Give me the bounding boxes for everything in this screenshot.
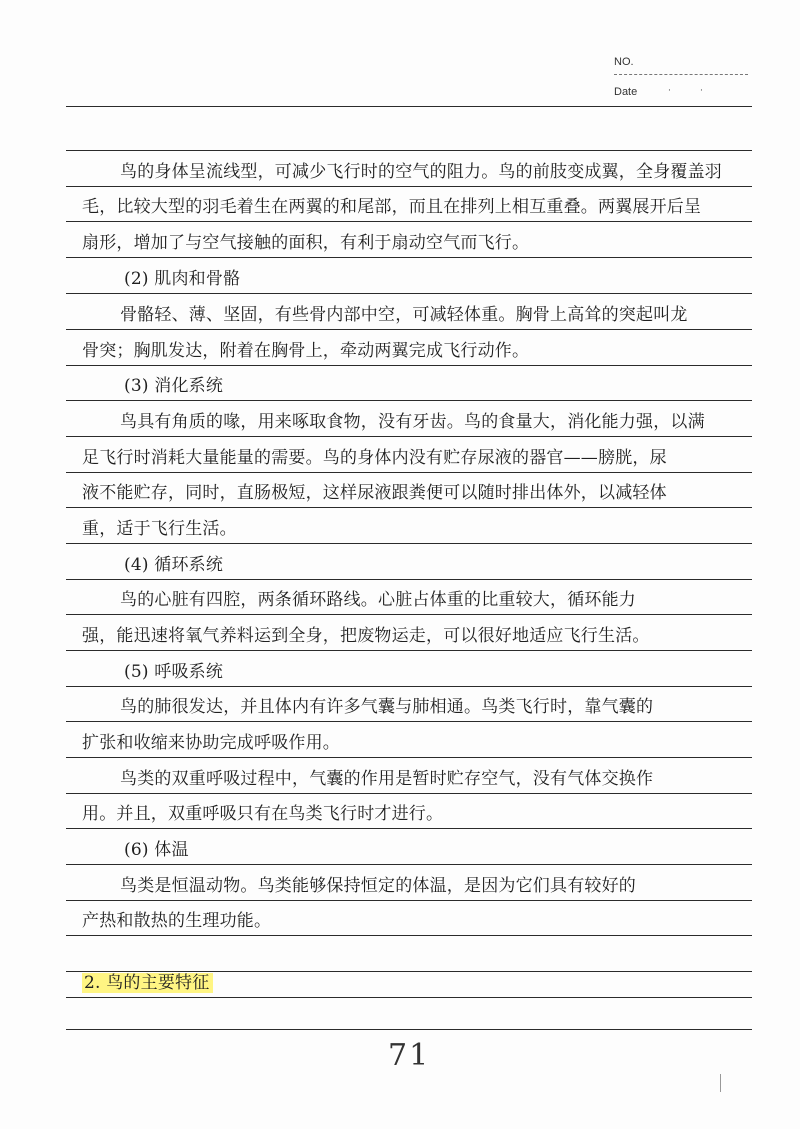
text-line: 鸟类是恒温动物。鸟类能够保持恒定的体温，是因为它们具有较好的 (120, 876, 636, 896)
section-heading: (6) 体温 (124, 840, 189, 860)
text-line: 产热和散热的生理功能。 (82, 911, 272, 931)
text-line: 液不能贮存，同时，直肠极短，这样尿液跟粪便可以随时排出体外，以减轻体 (82, 483, 667, 503)
text-line: 鸟的心脏有四腔，两条循环路线。心脏占体重的比重较大，循环能力 (120, 590, 636, 610)
text-line: 毛，比较大型的羽毛着生在两翼的和尾部，而且在排列上相互重叠。两翼展开后呈 (82, 197, 702, 217)
text-line: 扩张和收缩来协助完成呼吸作用。 (82, 733, 340, 753)
chapter-heading (82, 968, 213, 998)
section-heading: (4) 循环系统 (124, 555, 224, 575)
section-heading: (2) 肌肉和骨骼 (124, 269, 241, 289)
text-line: 用。并且，双重呼吸只有在鸟类飞行时才进行。 (82, 804, 444, 824)
text-line: 重，适于飞行生活。 (82, 519, 237, 539)
section-heading: (5) 呼吸系统 (124, 662, 224, 682)
text-line: 骨骼轻、薄、坚固，有些骨内部中空，可减轻体重。胸骨上高耸的突起叫龙 (120, 305, 688, 325)
date-dot: · (668, 86, 671, 96)
text-line: 鸟的肺很发达，并且体内有许多气囊与肺相通。鸟类飞行时，靠气囊的 (120, 697, 654, 717)
text-line: 鸟具有角质的喙，用来啄取食物，没有牙齿。鸟的食量大，消化能力强，以满 (120, 412, 705, 432)
section-heading: (3) 消化系统 (124, 376, 224, 396)
text-line: 骨突；胸肌发达，附着在胸骨上，牵动两翼完成飞行动作。 (82, 341, 530, 361)
no-label: NO. (614, 56, 634, 68)
text-line: 鸟类的双重呼吸过程中，气囊的作用是暂时贮存空气，没有气体交换作 (120, 769, 654, 789)
text-line: 扇形，增加了与空气接触的面积，有利于扇动空气而飞行。 (82, 233, 530, 253)
text-line: 足飞行时消耗大量能量的需要。鸟的身体内没有贮存尿液的器官——膀胱，尿 (82, 448, 667, 468)
no-dotted-line (614, 74, 748, 75)
date-dot: · (700, 86, 703, 96)
ruled-line (66, 106, 752, 107)
text-line: 强，能迅速将氧气养料运到全身，把废物运走，可以很好地适应飞行生活。 (82, 626, 650, 646)
text-line: 鸟的身体呈流线型，可减少飞行时的空气的阻力。鸟的前肢变成翼，全身覆盖羽 (120, 162, 722, 182)
ruled-line (66, 150, 752, 151)
ruled-line (66, 1029, 752, 1030)
margin-mark (720, 1074, 721, 1092)
highlighted-heading-text: 2. 鸟的主要特征 (82, 973, 213, 993)
page-number: 71 (388, 1038, 431, 1073)
date-label: Date (614, 86, 638, 98)
